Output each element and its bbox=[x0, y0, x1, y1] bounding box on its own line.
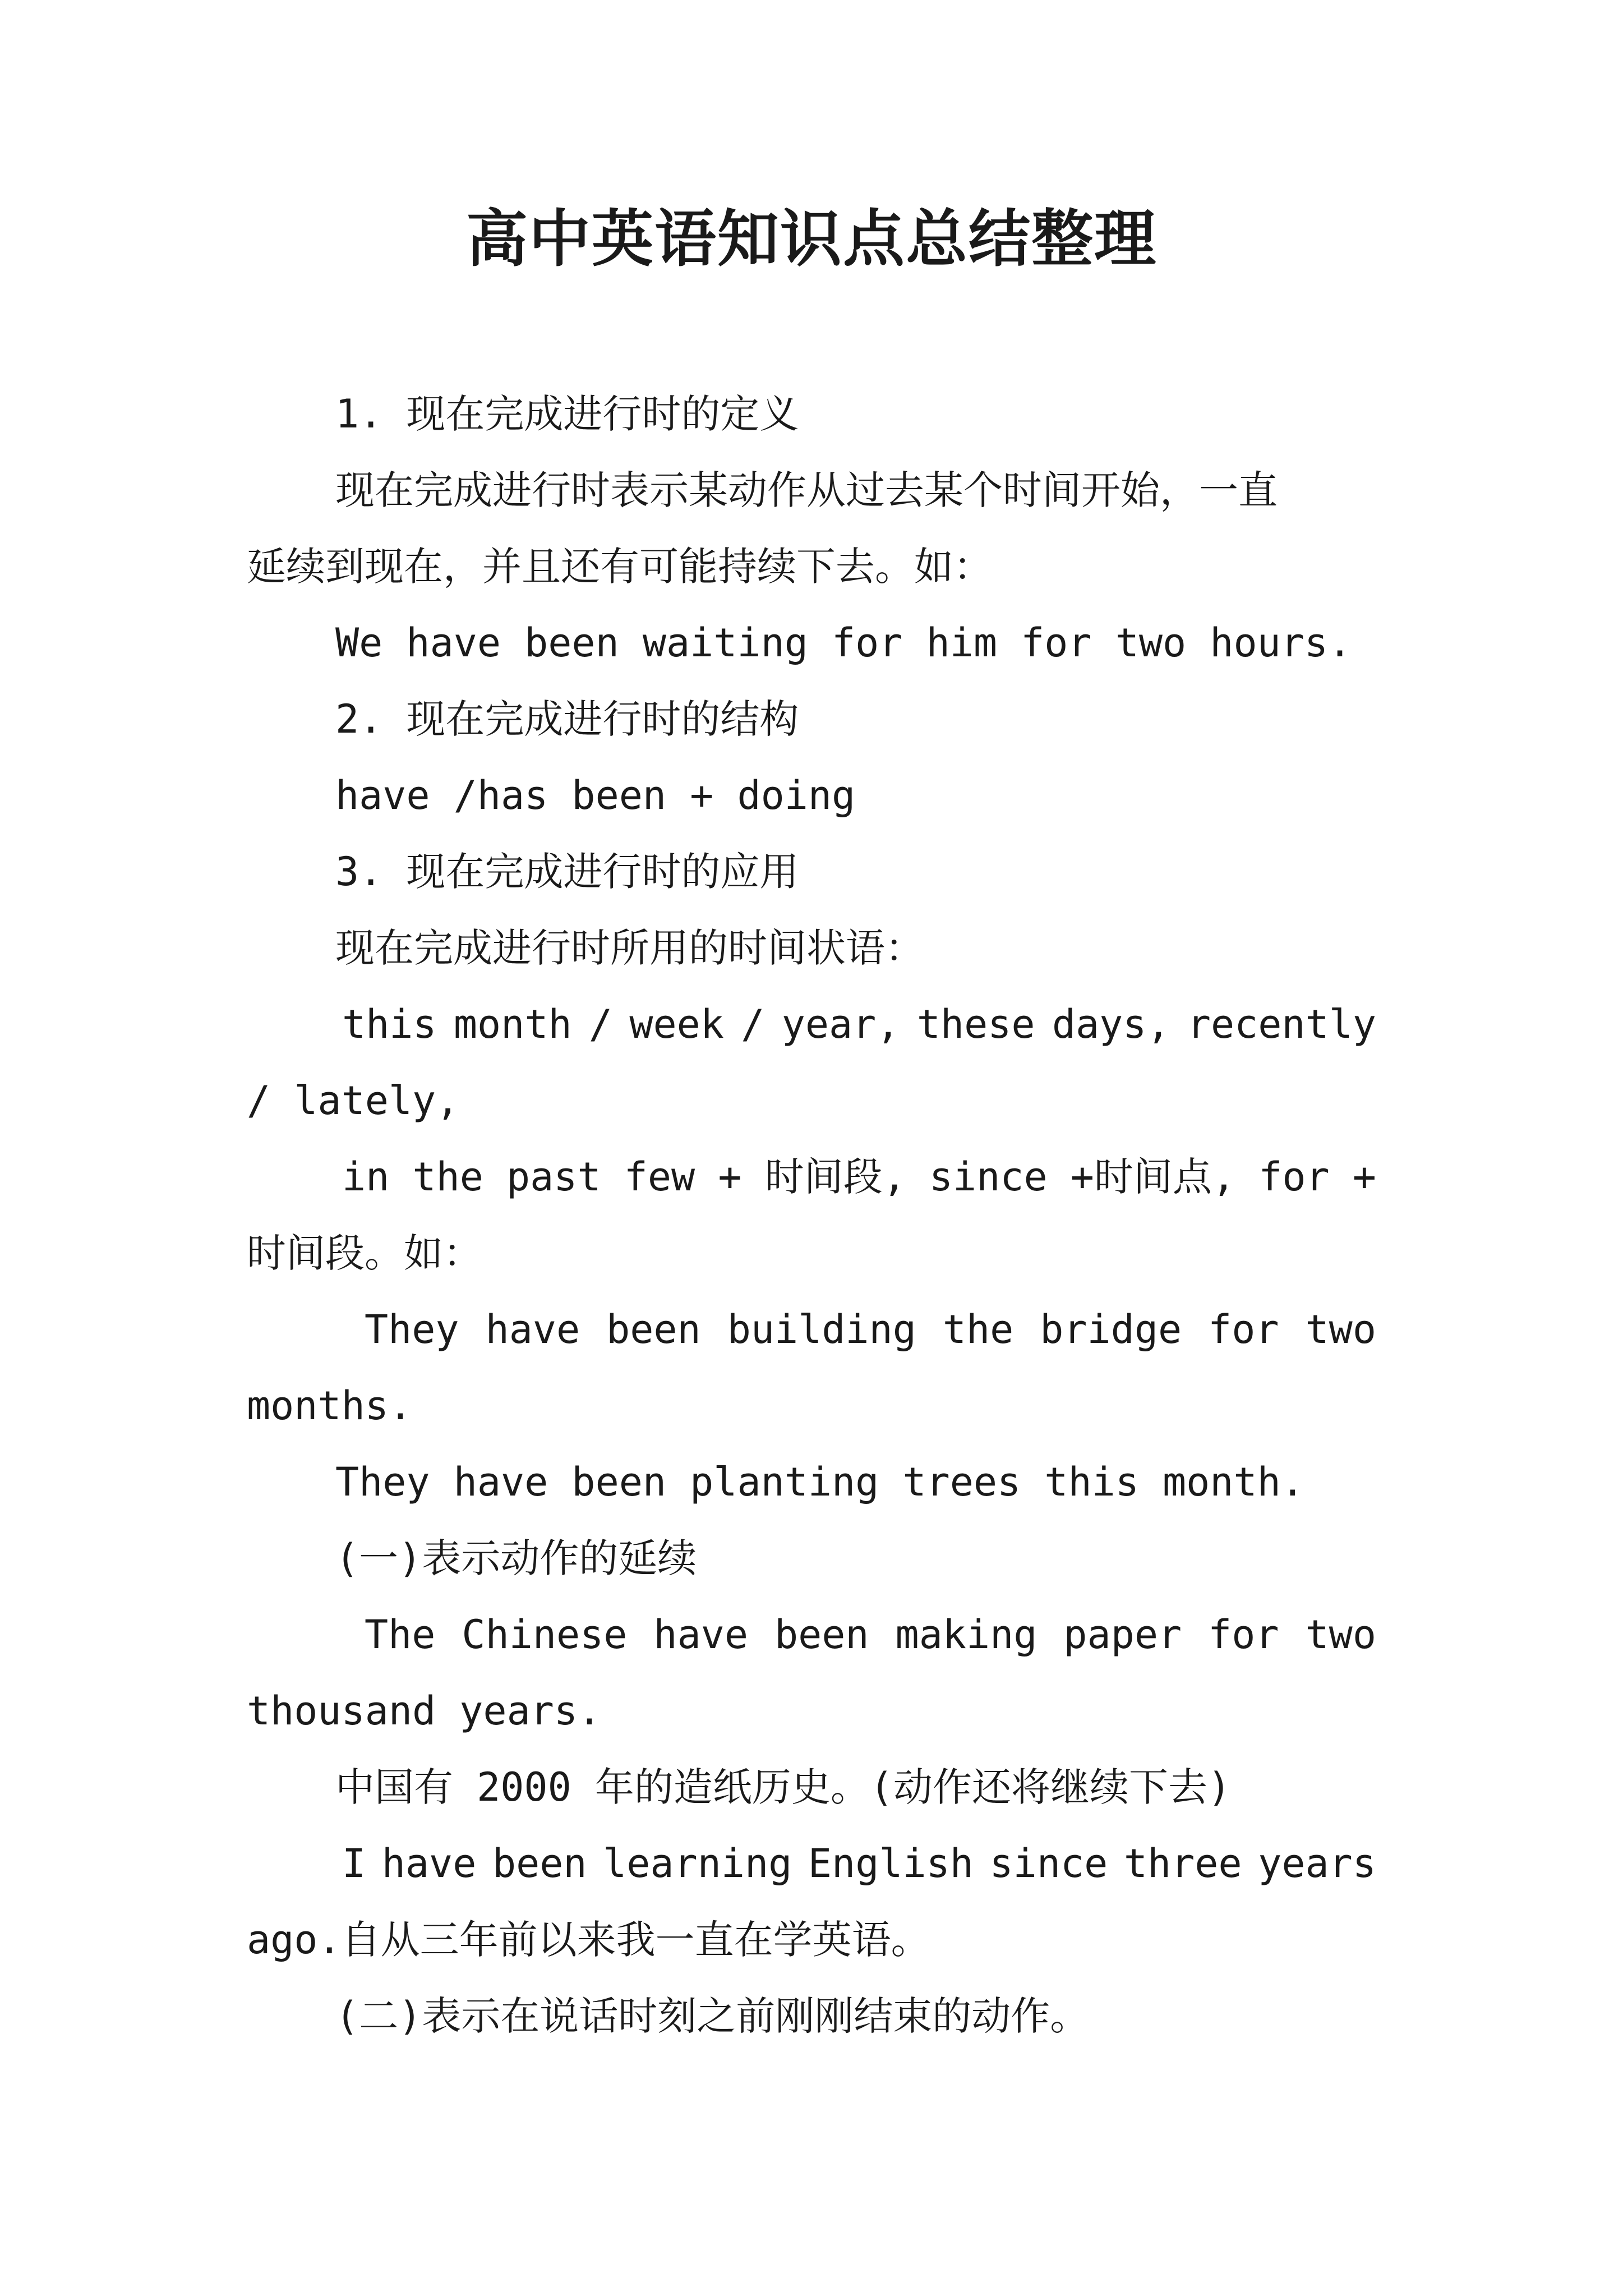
subheading-just-finished: (二)表示在说话时刻之前刚刚结束的动作。 bbox=[335, 1993, 1090, 2039]
section-heading-structure: 2. 现在完成进行时的结构 bbox=[335, 696, 799, 742]
word: 时间段, bbox=[764, 1154, 906, 1200]
word: have bbox=[381, 1841, 477, 1887]
word: for bbox=[1258, 1154, 1330, 1200]
word: / bbox=[588, 1001, 613, 1047]
example-sentence-english-line-2: ago.自从三年前以来我一直在学英语。 bbox=[247, 1917, 930, 1963]
word: few bbox=[624, 1154, 695, 1200]
word: have bbox=[485, 1306, 580, 1352]
definition-text-line-1: 现在完成进行时表示某动作从过去某个时间开始，一直 bbox=[335, 467, 1278, 513]
word: in bbox=[342, 1154, 390, 1200]
example-sentence-english-line-1 bbox=[342, 1835, 1376, 1892]
time-adverbials-line-4: 时间段。如： bbox=[247, 1230, 482, 1276]
word: + bbox=[1352, 1154, 1376, 1200]
word: / bbox=[741, 1001, 765, 1047]
word: month bbox=[453, 1001, 572, 1047]
word: past bbox=[506, 1154, 601, 1200]
word: years bbox=[1258, 1841, 1376, 1887]
word: making bbox=[895, 1612, 1038, 1658]
word: year, bbox=[781, 1001, 900, 1047]
example-sentence-waiting: We have been waiting for him for two hours. bbox=[335, 620, 1352, 666]
example-translation-paper: 中国有 2000 年的造纸历史。(动作还将继续下去) bbox=[335, 1764, 1232, 1810]
word: been bbox=[774, 1612, 869, 1658]
word: these bbox=[916, 1001, 1035, 1047]
time-adverbials-line-1 bbox=[342, 996, 1376, 1052]
word: bridge bbox=[1040, 1306, 1182, 1352]
word: days, bbox=[1052, 1001, 1170, 1047]
word: this bbox=[342, 1001, 437, 1047]
word: building bbox=[727, 1306, 916, 1352]
word: I bbox=[342, 1841, 366, 1887]
subheading-continuation: (一)表示动作的延续 bbox=[335, 1535, 697, 1581]
word: Chinese bbox=[462, 1612, 628, 1658]
time-adverbial-intro: 现在完成进行时所用的时间状语： bbox=[335, 925, 924, 971]
example-sentence-bridge-line-2: months. bbox=[247, 1383, 413, 1429]
example-sentence-bridge-line-1 bbox=[365, 1301, 1376, 1358]
definition-text-line-2: 延续到现在，并且还有可能持续下去。如： bbox=[247, 544, 993, 590]
word: week bbox=[629, 1001, 724, 1047]
word: been bbox=[606, 1306, 701, 1352]
word: for bbox=[1208, 1612, 1279, 1658]
word: three bbox=[1123, 1841, 1242, 1887]
word: the bbox=[942, 1306, 1014, 1352]
word: +时间点, bbox=[1070, 1154, 1236, 1200]
example-sentence-planting: They have been planting trees this month. bbox=[335, 1459, 1304, 1505]
document-title: 高中英语知识点总结整理 bbox=[466, 203, 1157, 275]
word: recently bbox=[1187, 1001, 1376, 1047]
word: since bbox=[989, 1841, 1108, 1887]
section-heading-definition: 1. 现在完成进行时的定义 bbox=[335, 391, 799, 437]
word: English bbox=[808, 1841, 974, 1887]
word: have bbox=[653, 1612, 748, 1658]
section-heading-usage: 3. 现在完成进行时的应用 bbox=[335, 849, 799, 895]
word: for bbox=[1208, 1306, 1279, 1352]
word: The bbox=[365, 1612, 436, 1658]
word: the bbox=[412, 1154, 483, 1200]
word: They bbox=[365, 1306, 459, 1352]
word: since bbox=[929, 1154, 1048, 1200]
time-adverbials-line-3 bbox=[342, 1149, 1376, 1205]
word: learning bbox=[603, 1841, 792, 1887]
word: two bbox=[1305, 1612, 1376, 1658]
example-sentence-paper-line-1 bbox=[365, 1607, 1376, 1663]
word: been bbox=[492, 1841, 587, 1887]
example-sentence-paper-line-2: thousand years. bbox=[247, 1688, 602, 1734]
time-adverbials-line-2: / lately, bbox=[247, 1078, 460, 1124]
word: two bbox=[1305, 1306, 1376, 1352]
word: + bbox=[718, 1154, 742, 1200]
word: paper bbox=[1063, 1612, 1182, 1658]
structure-formula: have /has been + doing bbox=[335, 772, 856, 818]
